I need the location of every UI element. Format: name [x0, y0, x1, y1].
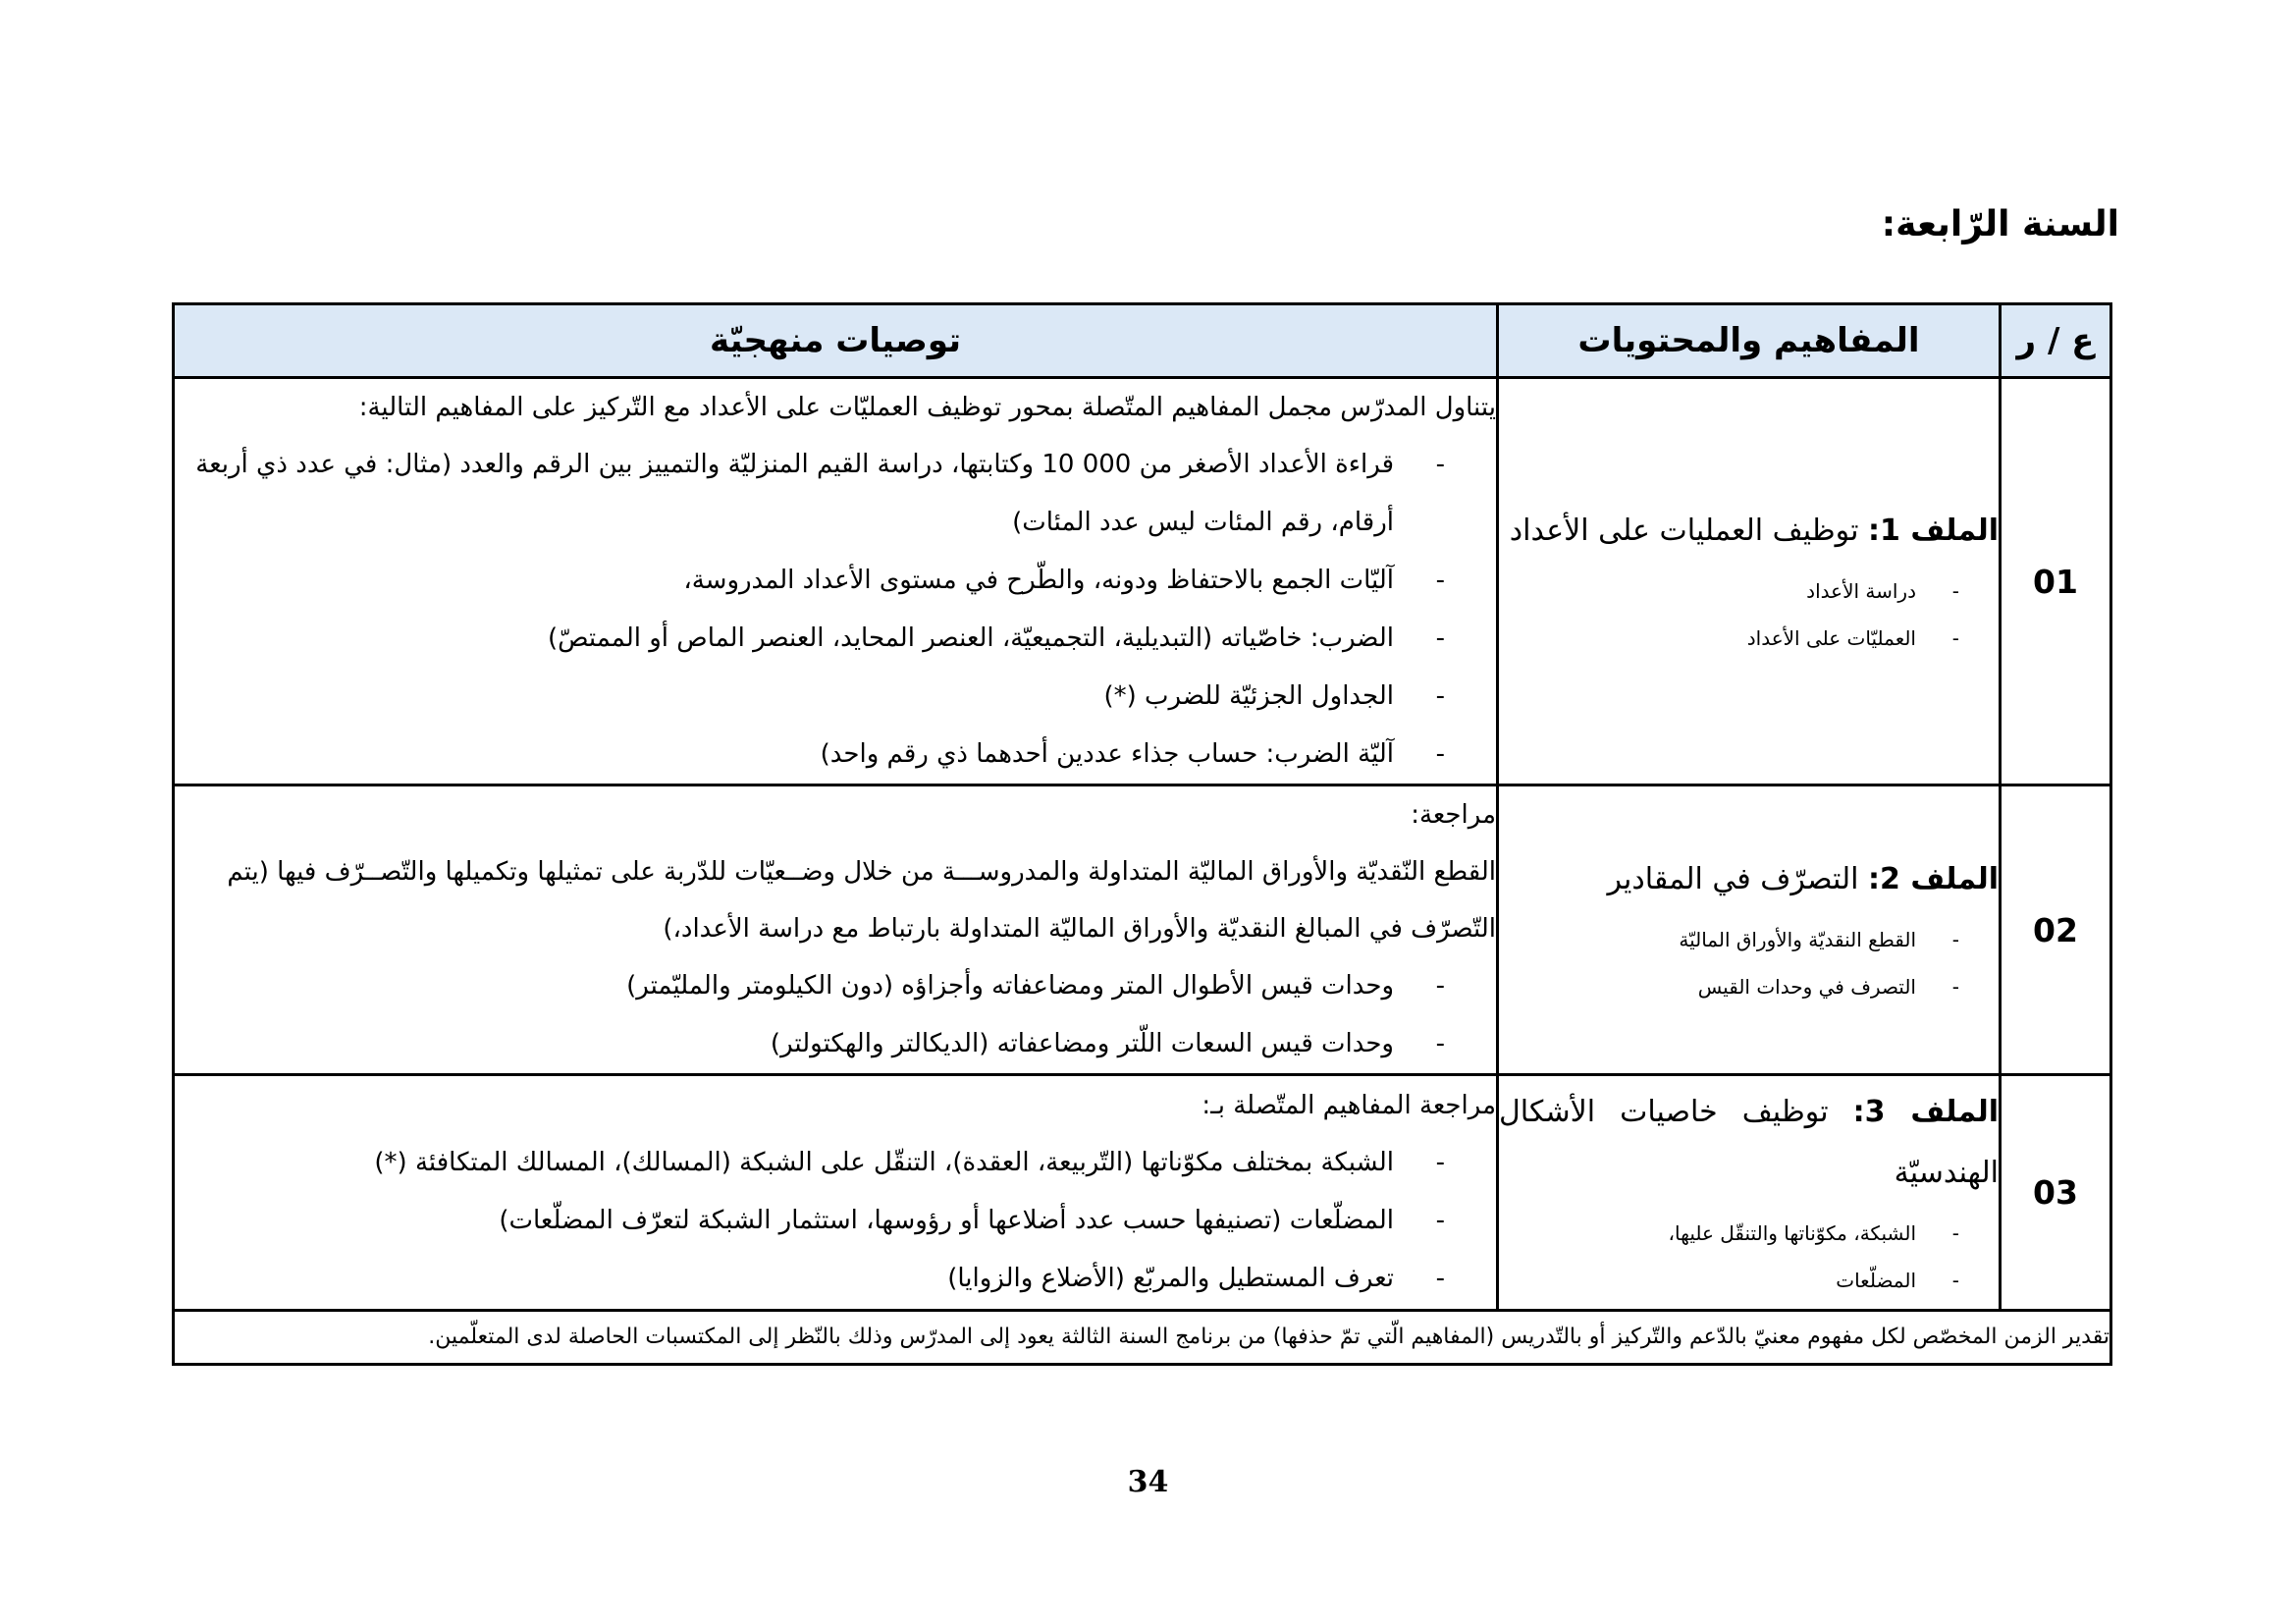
list-item: - وحدات قيس الأطوال المتر ومضاعفاته وأجزاؤه (دون الكيلومتر والمليّمتر) [175, 957, 1496, 1015]
list-item: - الجداول الجزئيّة للضرب (*) [175, 668, 1496, 726]
recommendation-list [175, 436, 1496, 784]
table-note-row [174, 1311, 2111, 1365]
list-item: - وحدات قيس السعات اللّتر ومضاعفاته (الديكالتر والهكتولتر) [175, 1015, 1496, 1073]
row-recommendations [174, 1075, 1498, 1311]
list-item: - المضلّعات [1499, 1257, 1959, 1304]
row-concepts [1498, 378, 2001, 785]
concept-sub-list [1499, 568, 1999, 662]
file-title-text: توظيف العمليات على الأعداد [1509, 514, 1859, 548]
row-concepts [1498, 1075, 2001, 1311]
page-heading: السنة الرّابعة: [1881, 204, 2119, 244]
list-item: - آليّات الجمع بالاحتفاظ ودونه، والطّرح في مستوى الأعداد المدروسة، [175, 552, 1496, 610]
list-item: - الشبكة بمختلف مكوّناتها (التّربيعة، العقدة)، التنقّل على الشبكة (المسالك)، المسالك المتكافئة (*) [175, 1134, 1496, 1192]
recommendation-list [175, 1134, 1496, 1308]
list-item: - آليّة الضرب: حساب جذاء عددين أحدهما ذي رقم واحد) [175, 726, 1496, 784]
list-item: - التصرف في وحدات القيس [1499, 963, 1959, 1010]
table-note: تقدير الزمن المخصّص لكل مفهوم معنيّ بالدّعم والتّركيز أو بالتّدريس (المفاهيم الّتي تمّ حذفها) من برنامج السنة الثالثة يعود إلى المدرّس وذلك بالنّظر إلى المكتسبات الحاصلة لدى المتعلّمين. [174, 1311, 2111, 1365]
row-concepts [1498, 785, 2001, 1075]
recommendation-paragraph: القطع النّقديّة والأوراق الماليّة المتداولة والمدروســـة من خلال وضــعيّات للدّربة على تمثيلها وتكميلها والتّصــرّف فيها (يتم التّصرّف في المبالغ النقديّة والأوراق الماليّة المتداولة بارتباط مع دراسة الأعداد،) [227, 857, 1496, 944]
concept-sub-list [1499, 1210, 1999, 1304]
recommendation-intro: مراجعة المفاهيم المتّصلة بـ: [1201, 1091, 1496, 1120]
recommendation-intro: مراجعة: [1411, 800, 1496, 830]
curriculum-table [172, 302, 2112, 1366]
list-item: - القطع النقديّة والأوراق الماليّة [1499, 916, 1959, 963]
list-item: - العمليّات على الأعداد [1499, 615, 1959, 662]
table-row-03 [174, 1075, 2111, 1311]
row-number: 01 [2001, 378, 2111, 785]
header-concepts: المفاهيم والمحتويات [1498, 304, 2001, 378]
list-item: - دراسة الأعداد [1499, 568, 1959, 615]
list-item: - قراءة الأعداد الأصغر من 000 10 وكتابتها، دراسة القيم المنزليّة والتمييز بين الرقم والعدد (مثال: في عدد ذي أربعة أرقام، رقم المئات ليس عدد المئات) [175, 436, 1496, 552]
row-number: 02 [2001, 785, 2111, 1075]
file-label: الملف 2: [1868, 862, 1999, 896]
file-title-text: التصرّف في المقادير [1607, 862, 1859, 896]
row-number: 03 [2001, 1075, 2111, 1311]
recommendation-intro: يتناول المدرّس مجمل المفاهيم المتّصلة بمحور توظيف العمليّات على الأعداد مع التّركيز على المفاهيم التالية: [358, 393, 1496, 422]
file-title-text: توظيف خاصيات الأشكال الهندسيّة [1499, 1094, 1999, 1190]
file-label: الملف 3: [1852, 1094, 1999, 1129]
row-recommendations [174, 785, 1498, 1075]
list-item: - المضلّعات (تصنيفها حسب عدد أضلاعها أو رؤوسها، استثمار الشبكة لتعرّف المضلّعات) [175, 1192, 1496, 1250]
page-number: 34 [1127, 1465, 1169, 1499]
header-num: ع / ر [2001, 304, 2111, 378]
file-label: الملف 1: [1868, 514, 1999, 548]
list-item: - الضرب: خاصّياته (التبديلية، التجميعيّة، العنصر المحايد، العنصر الماص أو الممتصّ) [175, 610, 1496, 668]
row-recommendations [174, 378, 1498, 785]
file-title [1499, 849, 1999, 910]
list-item: - الشبكة، مكوّناتها والتنقّل عليها، [1499, 1210, 1959, 1257]
table-row-01 [174, 378, 2111, 785]
table-header-row [174, 304, 2111, 378]
header-recommendations: توصيات منهجيّة [174, 304, 1498, 378]
table-row-02 [174, 785, 2111, 1075]
recommendation-list [175, 957, 1496, 1073]
concept-sub-list [1499, 916, 1999, 1010]
file-title [1499, 501, 1999, 562]
file-title [1499, 1082, 1999, 1204]
list-item: - تعرف المستطيل والمربّع (الأضلاع والزوايا) [175, 1250, 1496, 1308]
